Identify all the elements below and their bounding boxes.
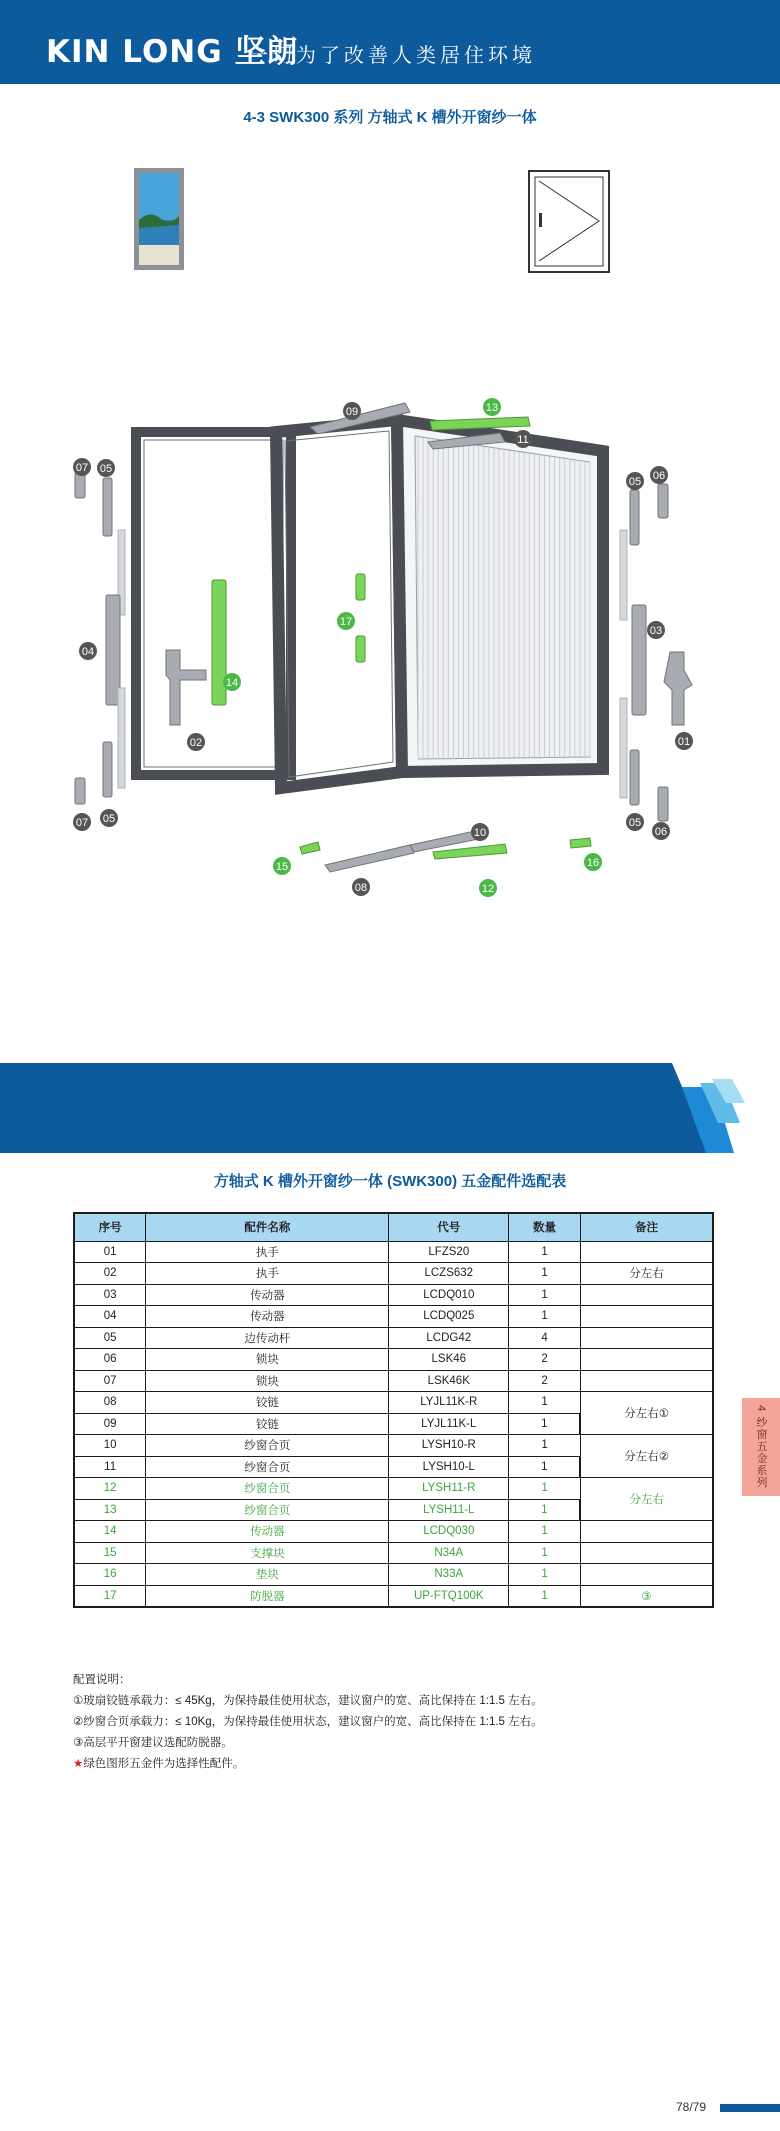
cell-qty: 1: [509, 1241, 581, 1263]
svg-text:10: 10: [473, 827, 487, 839]
cell-code: LFZS20: [389, 1241, 509, 1263]
svg-text:17: 17: [339, 616, 353, 628]
cell-remark: [580, 1241, 713, 1263]
svg-text:01: 01: [677, 736, 691, 748]
cell-code: LYJL11K-L: [389, 1413, 509, 1435]
cell-qty: 1: [509, 1521, 581, 1543]
cell-qty: 2: [509, 1370, 581, 1392]
note-item: ③高层平开窗建议选配防脱器。: [73, 1737, 233, 1749]
callout-11: [514, 430, 532, 448]
callout-06-bottom: [652, 822, 670, 840]
cell-code: LYSH11-R: [389, 1478, 509, 1500]
svg-text:05: 05: [628, 476, 642, 488]
cell-qty: 1: [509, 1306, 581, 1328]
cell-no: 01: [74, 1241, 146, 1263]
table-title: 方轴式 K 槽外开窗纱一体 (SWK300) 五金配件选配表: [213, 1173, 567, 1190]
cell-no: 14: [74, 1521, 146, 1543]
callout-10: [471, 823, 489, 841]
svg-text:07: 07: [75, 817, 89, 829]
page-number-bar: [720, 2104, 780, 2112]
callout-17: [337, 612, 355, 630]
cell-qty: 1: [509, 1499, 581, 1521]
cell-name: 执手: [146, 1241, 389, 1263]
svg-text:05: 05: [99, 463, 113, 475]
brand-logo: KIN LONG 坚朗: [46, 34, 299, 70]
section-side-tab[interactable]: [742, 1398, 780, 1496]
cell-name: 铰链: [146, 1392, 389, 1414]
cell-name: 锁块: [146, 1349, 389, 1371]
cell-qty: 1: [509, 1413, 581, 1435]
cell-remark: [580, 1327, 713, 1349]
cell-name: 铰链: [146, 1413, 389, 1435]
brand-slogan: 一切为了改善人类居住环境: [248, 43, 536, 67]
cell-no: 09: [74, 1413, 146, 1435]
cell-remark: [580, 1284, 713, 1306]
cell-code: LCDG42: [389, 1327, 509, 1349]
cell-no: 12: [74, 1478, 146, 1500]
callout-03: [647, 621, 665, 639]
svg-text:13: 13: [485, 402, 499, 414]
cell-name: 传动器: [146, 1306, 389, 1328]
cell-name: 纱窗合页: [146, 1456, 389, 1478]
cell-no: 05: [74, 1327, 146, 1349]
notes-title: 配置说明：: [73, 1674, 131, 1686]
callout-15: [273, 857, 291, 875]
cell-qty: 1: [509, 1284, 581, 1306]
table-row: [74, 1306, 713, 1328]
callout-07-bottom: [73, 813, 91, 831]
cell-name: 纱窗合页: [146, 1478, 389, 1500]
cell-code: N34A: [389, 1542, 509, 1564]
table-row: [74, 1370, 713, 1392]
cell-no: 04: [74, 1306, 146, 1328]
table-row: [74, 1349, 713, 1371]
callout-16: [584, 853, 602, 871]
cell-code: LYSH11-L: [389, 1499, 509, 1521]
cell-no: 08: [74, 1392, 146, 1414]
opening-direction-schematic: [529, 171, 609, 272]
cell-remark: 分左右①: [580, 1392, 713, 1435]
callout-02: [187, 733, 205, 751]
cell-code: UP-FTQ100K: [389, 1585, 509, 1607]
side-tab-label: 4 纱窗五金系列: [755, 1405, 767, 1489]
note-item: ②纱窗合页承载力：≤ 10Kg，为保持最佳使用状态，建议窗户的宽、高比保持在 1:1.5 左右。: [73, 1716, 543, 1728]
cell-name: 纱窗合页: [146, 1499, 389, 1521]
note-item-optional: [73, 1754, 723, 1775]
page-title: 4-3 SWK300 系列 方轴式 K 槽外开窗纱一体: [243, 109, 537, 126]
svg-text:05: 05: [102, 813, 116, 825]
cell-qty: 1: [509, 1263, 581, 1285]
cell-code: LSK46: [389, 1349, 509, 1371]
cell-name: 执手: [146, 1263, 389, 1285]
table-row: [74, 1392, 713, 1414]
callout-01: [675, 732, 693, 750]
svg-text:09: 09: [345, 406, 359, 418]
svg-text:14: 14: [225, 677, 239, 689]
cell-no: 10: [74, 1435, 146, 1457]
cell-code: LYJL11K-R: [389, 1392, 509, 1414]
cell-remark: [580, 1370, 713, 1392]
callout-07-top: [73, 458, 91, 476]
note-item: ①玻扇铰链承载力：≤ 45Kg，为保持最佳使用状态，建议窗户的宽、高比保持在 1:1.5 左右。: [73, 1695, 543, 1707]
table-row-optional: [74, 1478, 713, 1500]
svg-text:03: 03: [649, 625, 663, 637]
svg-text:05: 05: [628, 817, 642, 829]
configuration-notes: [73, 1670, 723, 1775]
cell-qty: 2: [509, 1349, 581, 1371]
cell-qty: 1: [509, 1435, 581, 1457]
callout-14: [223, 673, 241, 691]
cell-no: 13: [74, 1499, 146, 1521]
cell-name: 支撑块: [146, 1542, 389, 1564]
cell-remark: [580, 1306, 713, 1328]
cell-qty: 4: [509, 1327, 581, 1349]
cell-no: 07: [74, 1370, 146, 1392]
table-row: [74, 1284, 713, 1306]
header-remark: 备注: [580, 1213, 713, 1241]
page-header: [0, 0, 780, 84]
table-row-optional: [74, 1521, 713, 1543]
parts-table: [73, 1212, 714, 1608]
window-photo-thumbnail: [134, 168, 184, 270]
cell-name: 传动器: [146, 1521, 389, 1543]
cell-remark: [580, 1564, 713, 1586]
table-row-optional: [74, 1564, 713, 1586]
callout-05-top-right: [626, 472, 644, 490]
section-banner: [0, 1063, 780, 1153]
table-row: [74, 1241, 713, 1263]
star-icon: ★: [73, 1758, 84, 1770]
cell-name: 锁块: [146, 1370, 389, 1392]
cell-code: LCDQ025: [389, 1306, 509, 1328]
callout-06-top: [650, 466, 668, 484]
header-code: 代号: [389, 1213, 509, 1241]
svg-text:16: 16: [586, 857, 600, 869]
svg-text:06: 06: [654, 826, 668, 838]
table-row-optional: [74, 1585, 713, 1607]
cell-no: 15: [74, 1542, 146, 1564]
cell-no: 02: [74, 1263, 146, 1285]
header-qty: 数量: [509, 1213, 581, 1241]
cell-name: 垫块: [146, 1564, 389, 1586]
cell-qty: 1: [509, 1542, 581, 1564]
cell-no: 17: [74, 1585, 146, 1607]
svg-text:06: 06: [652, 470, 666, 482]
cell-no: 16: [74, 1564, 146, 1586]
cell-qty: 1: [509, 1585, 581, 1607]
cell-code: LCDQ010: [389, 1284, 509, 1306]
hardware-diagram: [0, 150, 780, 930]
cell-qty: 1: [509, 1456, 581, 1478]
svg-text:11: 11: [517, 434, 529, 446]
table-row: [74, 1327, 713, 1349]
page-number: 78/79: [676, 2100, 707, 2114]
cell-name: 纱窗合页: [146, 1435, 389, 1457]
svg-text:02: 02: [189, 737, 203, 749]
svg-text:04: 04: [81, 646, 95, 658]
callout-05-bottom-right: [626, 813, 644, 831]
callout-05-top-left: [97, 459, 115, 477]
cell-code: N33A: [389, 1564, 509, 1586]
cell-qty: 1: [509, 1564, 581, 1586]
header-name: 配件名称: [146, 1213, 389, 1241]
callout-05-bottom-left: [100, 809, 118, 827]
header-no: 序号: [74, 1213, 146, 1241]
table-header-row: [74, 1213, 713, 1241]
cell-remark: [580, 1521, 713, 1543]
cell-remark: [580, 1349, 713, 1371]
cell-no: 06: [74, 1349, 146, 1371]
callout-13: [483, 398, 501, 416]
cell-code: LCDQ030: [389, 1521, 509, 1543]
cell-code: LSK46K: [389, 1370, 509, 1392]
cell-remark: 分左右②: [580, 1435, 713, 1478]
cell-code: LCZS632: [389, 1263, 509, 1285]
svg-text:15: 15: [275, 861, 289, 873]
callout-09: [343, 402, 361, 420]
note-optional-text: 绿色图形五金件为选择性配件。: [83, 1758, 245, 1770]
table-row-optional: [74, 1542, 713, 1564]
svg-text:07: 07: [75, 462, 89, 474]
callout-12: [479, 879, 497, 897]
cell-remark: 分左右: [580, 1263, 713, 1285]
table-row: [74, 1263, 713, 1285]
cell-name: 防脱器: [146, 1585, 389, 1607]
cell-qty: 1: [509, 1392, 581, 1414]
svg-text:08: 08: [354, 882, 368, 894]
cell-no: 11: [74, 1456, 146, 1478]
table-row: [74, 1435, 713, 1457]
cell-code: LYSH10-L: [389, 1456, 509, 1478]
callout-04: [79, 642, 97, 660]
cell-name: 边传动杆: [146, 1327, 389, 1349]
cell-qty: 1: [509, 1478, 581, 1500]
cell-remark: [580, 1542, 713, 1564]
cell-name: 传动器: [146, 1284, 389, 1306]
cell-remark: 分左右: [580, 1478, 713, 1521]
cell-remark: ③: [580, 1585, 713, 1607]
callout-08: [352, 878, 370, 896]
cell-code: LYSH10-R: [389, 1435, 509, 1457]
cell-no: 03: [74, 1284, 146, 1306]
svg-text:12: 12: [481, 883, 495, 895]
